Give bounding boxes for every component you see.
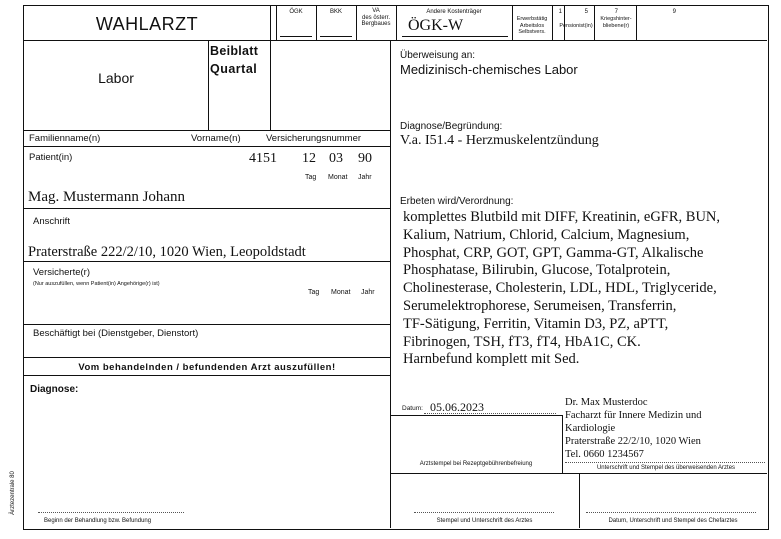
dob-jahr-label: Jahr [358,174,372,181]
dob-day[interactable]: 12 [302,151,316,166]
carrier-other-value[interactable]: ÖGK-W [408,17,464,34]
form-title: WAHLARZT [95,14,199,34]
order-text[interactable] [403,209,720,369]
date-value[interactable]: 05.06.2023 [430,400,484,414]
carrier-oegk: ÖGK [289,9,303,15]
doctor-section-heading: Vom behandelnden / befundenden Arzt auszufüllen! [78,362,336,373]
date-label: Datum: [402,405,423,412]
referral-label: Überweisung an: [400,50,476,61]
category-1-num: 1 [558,9,562,15]
doctor-stamp-line: Facharzt für Innere Medizin und [565,410,702,421]
order-line: komplettes Blutbild mit DIFF, Kreatinin, eGFR, BUN, [403,209,721,225]
doctor-stamp-line: Tel. 0660 1234567 [565,449,644,460]
treatment-start-label: Beginn der Behandlung bzw. Befundung [44,518,152,524]
address-label: Anschrift [33,216,70,227]
col-first-name: Vorname(n) [191,133,241,144]
order-line: Cholinesterase, Cholesterin, LDL, HDL, Triglyceride, [403,280,717,297]
address-value[interactable]: Praterstraße 222/2/10, 1020 Wien, Leopoldstadt [28,244,306,260]
order-line: Phosphat, CRP, GOT, GPT, Gamma-GT, Alkalische [403,244,704,261]
dept-label: Labor [98,70,134,86]
insured-monat-label: Monat [331,289,351,296]
doctor-stamp-line: Praterstraße 22/2/10, 1020 Wien [565,436,701,447]
col-family-name: Familienname(n) [29,133,101,144]
category-7-num: 7 [614,9,618,15]
employer-label: Beschäftigt bei (Dienstgeber, Dienstort) [33,328,199,339]
order-line: Kalium, Natrium, Chlorid, Calcium, Magnesium, [403,226,690,243]
stamp-signature-label: Stempel und Unterschrift des Arztes [436,518,533,524]
chief-doctor-label: Datum, Unterschrift und Stempel des Chefarztes [608,518,738,524]
category-9-num: 9 [672,9,676,15]
carrier-bkk: BKK [329,9,342,15]
dob-tag-label: Tag [305,174,317,181]
signature-label: Unterschrift und Stempel des überweisenden Arztes [596,465,736,471]
order-line: TF-Sätigung, Ferritin, Vitamin D3, PZ, aPTT, [403,315,669,332]
referral-value[interactable]: Medizinisch-chemisches Labor [400,62,578,77]
category-7-label: Kriegshinter- bliebene(r) [600,16,632,29]
insurance-number[interactable]: 4151 [249,151,277,166]
beiblatt-label: Beiblatt [210,44,259,58]
patient-name[interactable]: Mag. Mustermann Johann [28,189,186,205]
insured-label: Versicherte(r) [33,267,91,278]
category-5-num: 5 [584,9,588,15]
diagnosis-label: Diagnose/Begründung: [400,121,503,132]
order-line: Phosphatase, Bilirubin, Glucose, Totalprotein, [403,262,671,279]
dob-monat-label: Monat [328,174,348,181]
diagnosis-value[interactable]: V.a. I51.4 - Herzmuskelentzündung [400,133,599,148]
insured-tag-label: Tag [308,289,320,296]
patient-label: Patient(in) [29,152,73,163]
doctor-stamp-line: Kardiologie [565,423,616,434]
order-line: Harnbefund komplett mit Sed. [403,351,580,368]
order-line: Fibrinogen, TSH, fT3, fT4, HbA1C, CK. [403,333,641,350]
order-label: Erbeten wird/Verordnung: [400,196,514,207]
referral-form [23,5,769,530]
doctor-stamp [565,396,701,461]
insured-note: (Nur auszufüllen, wenn Patient(in) Angehörige(r) ist) [33,281,160,287]
col-insurance-number: Versicherungsnummer [266,133,362,144]
insured-jahr-label: Jahr [361,289,375,296]
side-label: Ärztezentrale 80 [10,471,16,515]
carrier-other-label: Andere Kostenträger [426,9,482,15]
order-line: Serumelektrophorese, Serumeisen, Transferrin, [403,297,677,314]
doctor-stamp-line: Dr. Max Musterdoc [565,397,648,408]
quartal-label: Quartal [210,62,258,76]
category-1-label: Erwerbstätig Arbeitslos Selbstvers. [516,16,548,35]
stamp-label: Arztstempel bei Rezeptgebührenbefreiung [419,461,533,467]
carrier-va: VA des österr. Bergbaues [361,8,391,27]
dob-year[interactable]: 90 [358,151,372,166]
category-5-label: Pensionist(in) [559,23,593,29]
dob-month[interactable]: 03 [329,151,343,166]
diagnose-label: Diagnose: [30,384,79,395]
